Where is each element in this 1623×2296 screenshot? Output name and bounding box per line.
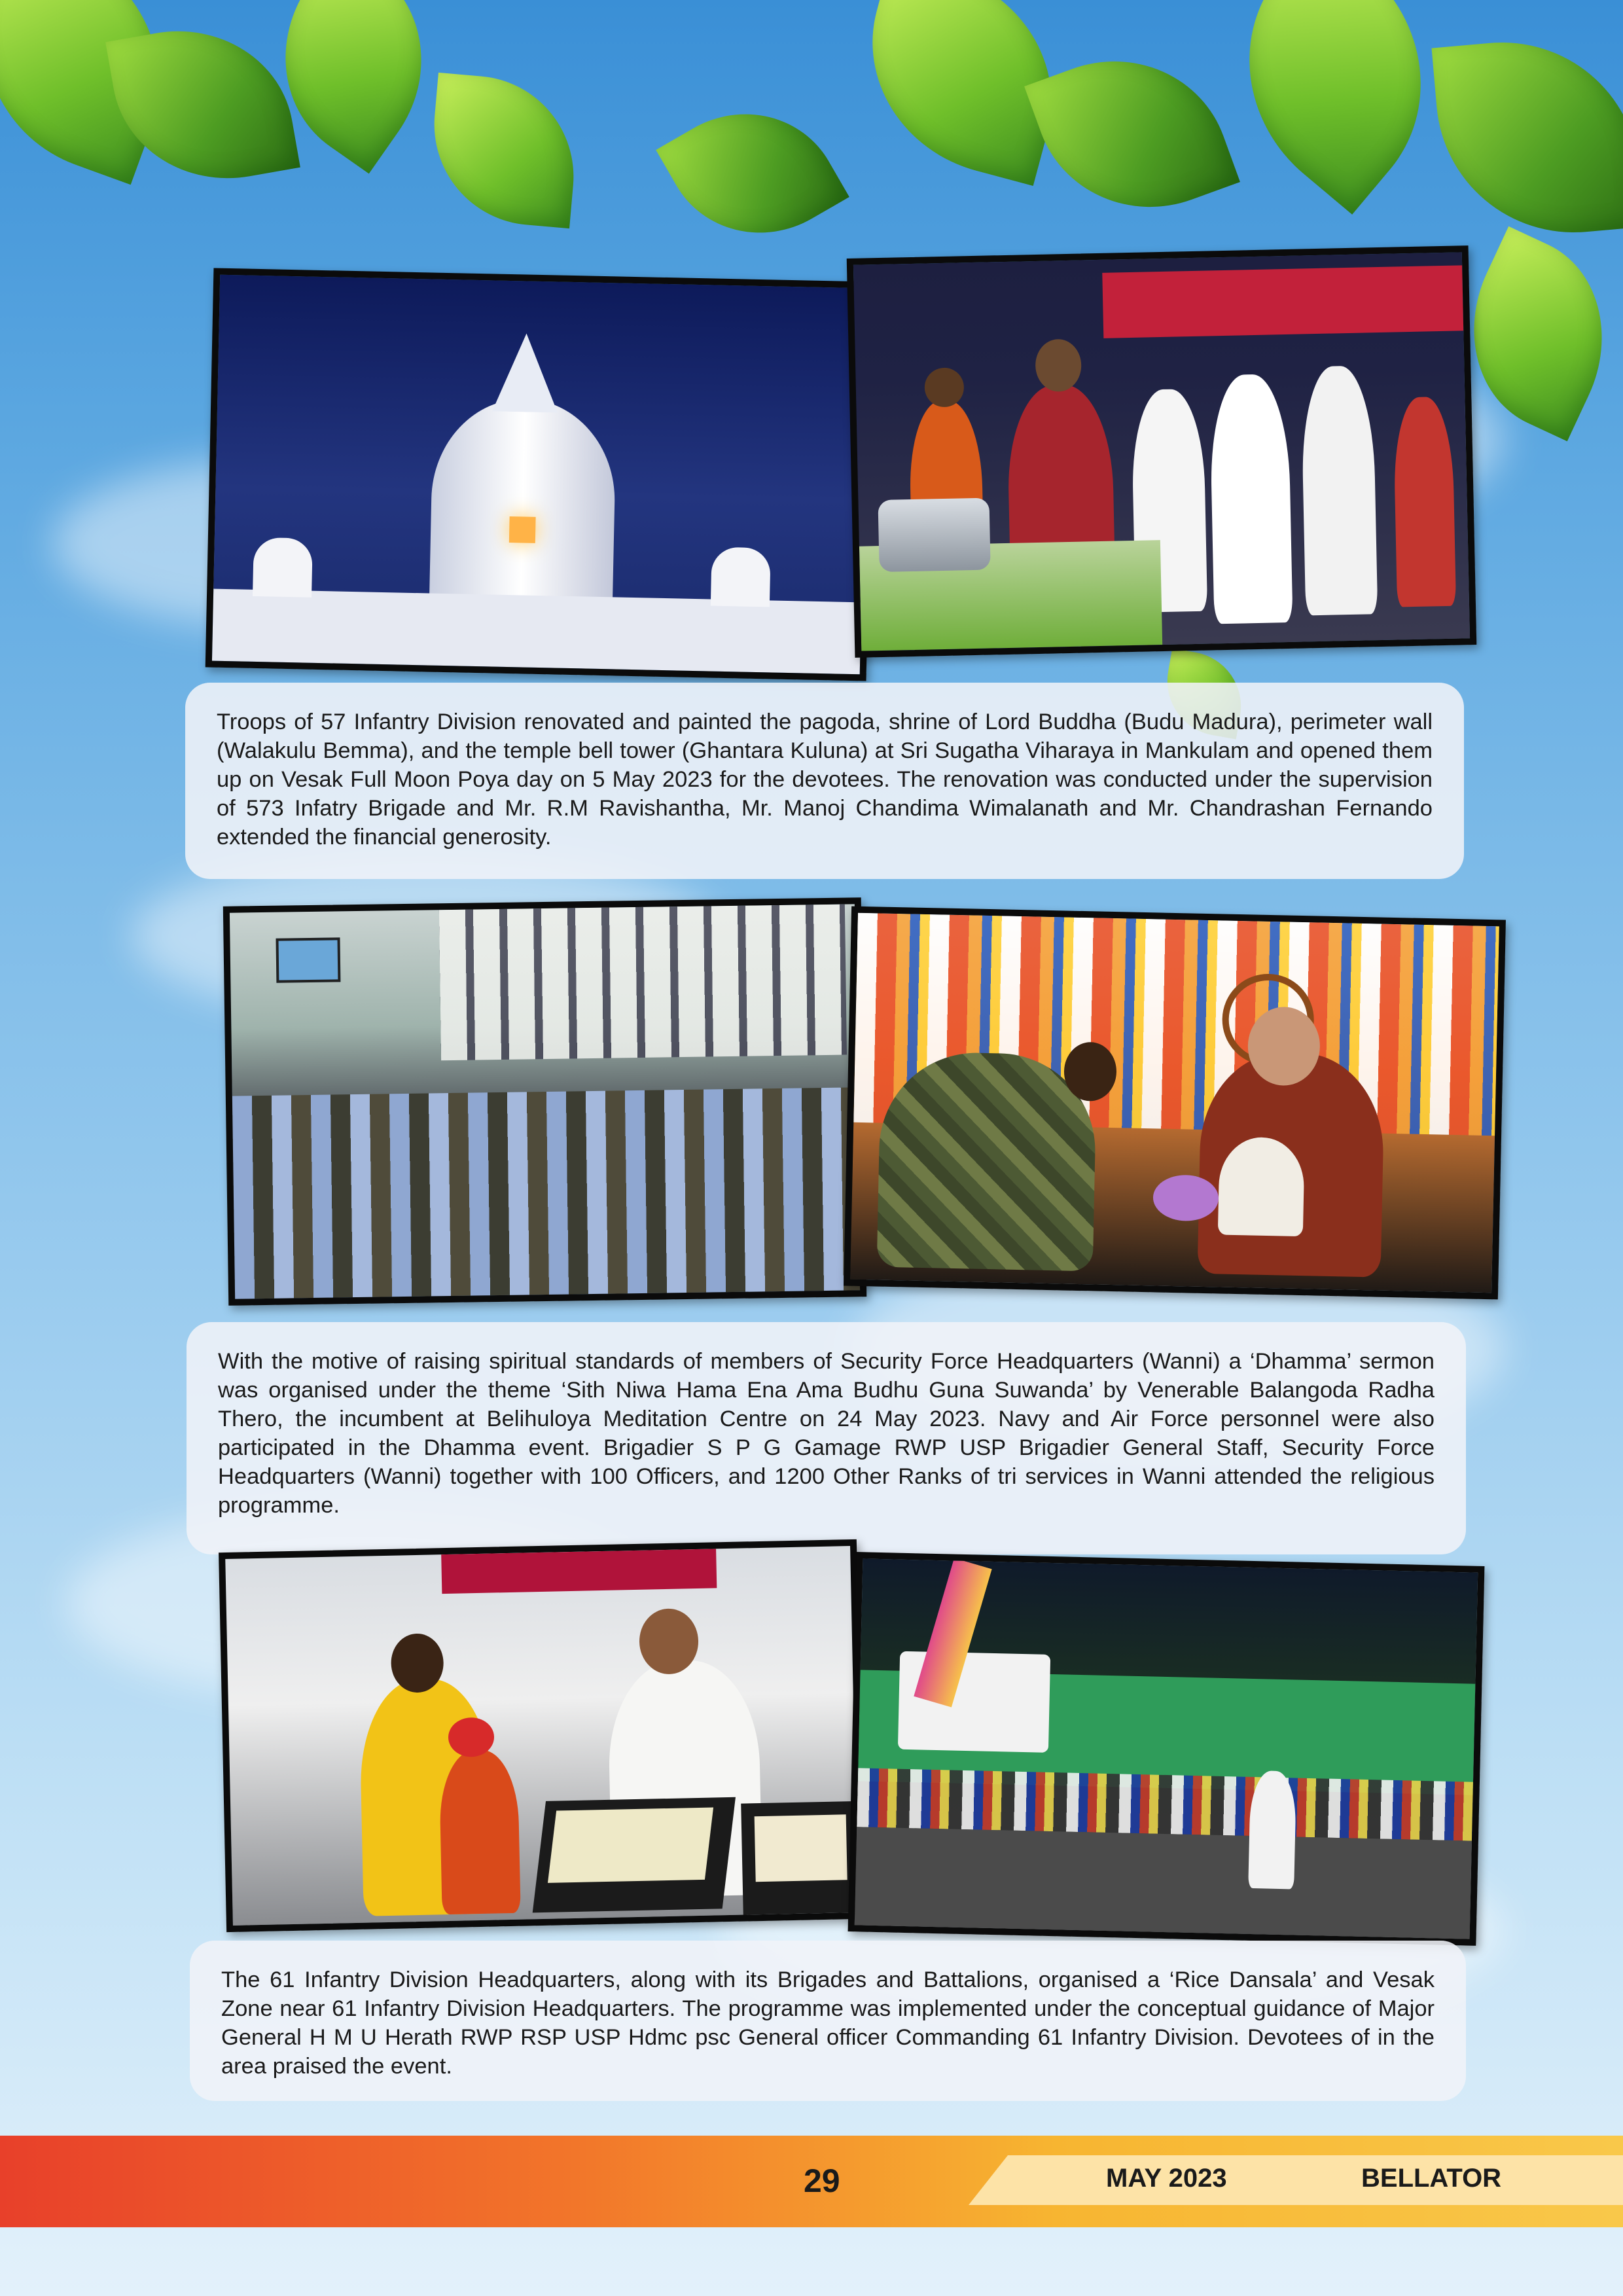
footer-accent — [969, 2155, 1623, 2205]
caption-pagoda-renovation — [185, 683, 1464, 879]
monk-offering-photo — [844, 906, 1506, 1300]
sermon-audience-photo — [223, 897, 866, 1306]
caption-text: Troops of 57 Infantry Division renovated and painted the pagoda, shrine of Lord Buddha (Budu Madura), perimeter wall (Walakulu Bemma), and the temple bell tower (Ghantara Kuluna) at Sri Sugatha Viharaya in Mankulam and opened them up on Vesak Full Moon Poya day on 5 May 2023 for the devotees. The renovation was conducted under the supervision of 573 Infatry Brigade and Mr. R.M Ravishantha, Mr. Manoj Chandima Wimalanath and Mr. Chandrashan Fernando extended the financial generosity. — [217, 709, 1433, 850]
rice-dansala-photo — [219, 1539, 865, 1932]
magazine-name: BELLATOR — [1361, 2164, 1502, 2193]
vesak-zone-photo — [848, 1552, 1485, 1946]
caption-dhamma-sermon — [187, 1322, 1466, 1554]
alms-giving-photo — [847, 245, 1477, 658]
caption-text: With the motive of raising spiritual standards of members of Security Force Headquarters (Wanni) a ‘Dhamma’ sermon was organised under the theme ‘Sith Niwa Hama Ena Ama Budhu Guna Suwanda’ by Venerable Balangoda Radha Thero, the incumbent at Belihuloya Meditation Centre on 24 May 2023. Navy and Air Force personnel were also participated in the Dhamma event. Brigadier S P G Gamage RWP USP Brigadier General Staff, Security Force Headquarters (Wanni) together with 100 Officers, and 1200 Other Ranks of tri services in Wanni attended the religious programme. — [218, 1349, 1435, 1518]
caption-text: The 61 Infantry Division Headquarters, along with its Brigades and Battalions, organised a ‘Rice Dansala’ and Vesak Zone near 61 Infantry Division Headquarters. The programme was implemented under the conceptual guidance of Major General H M U Herath RWP RSP USP Hdmc psc General officer Commanding 61 Infantry Division. Devotees of in the area praised the event. — [221, 1967, 1435, 2079]
issue-date: MAY 2023 — [1106, 2164, 1227, 2193]
page-number: 29 — [804, 2162, 840, 2199]
pagoda-photo — [205, 268, 875, 681]
caption-rice-dansala — [190, 1941, 1466, 2101]
